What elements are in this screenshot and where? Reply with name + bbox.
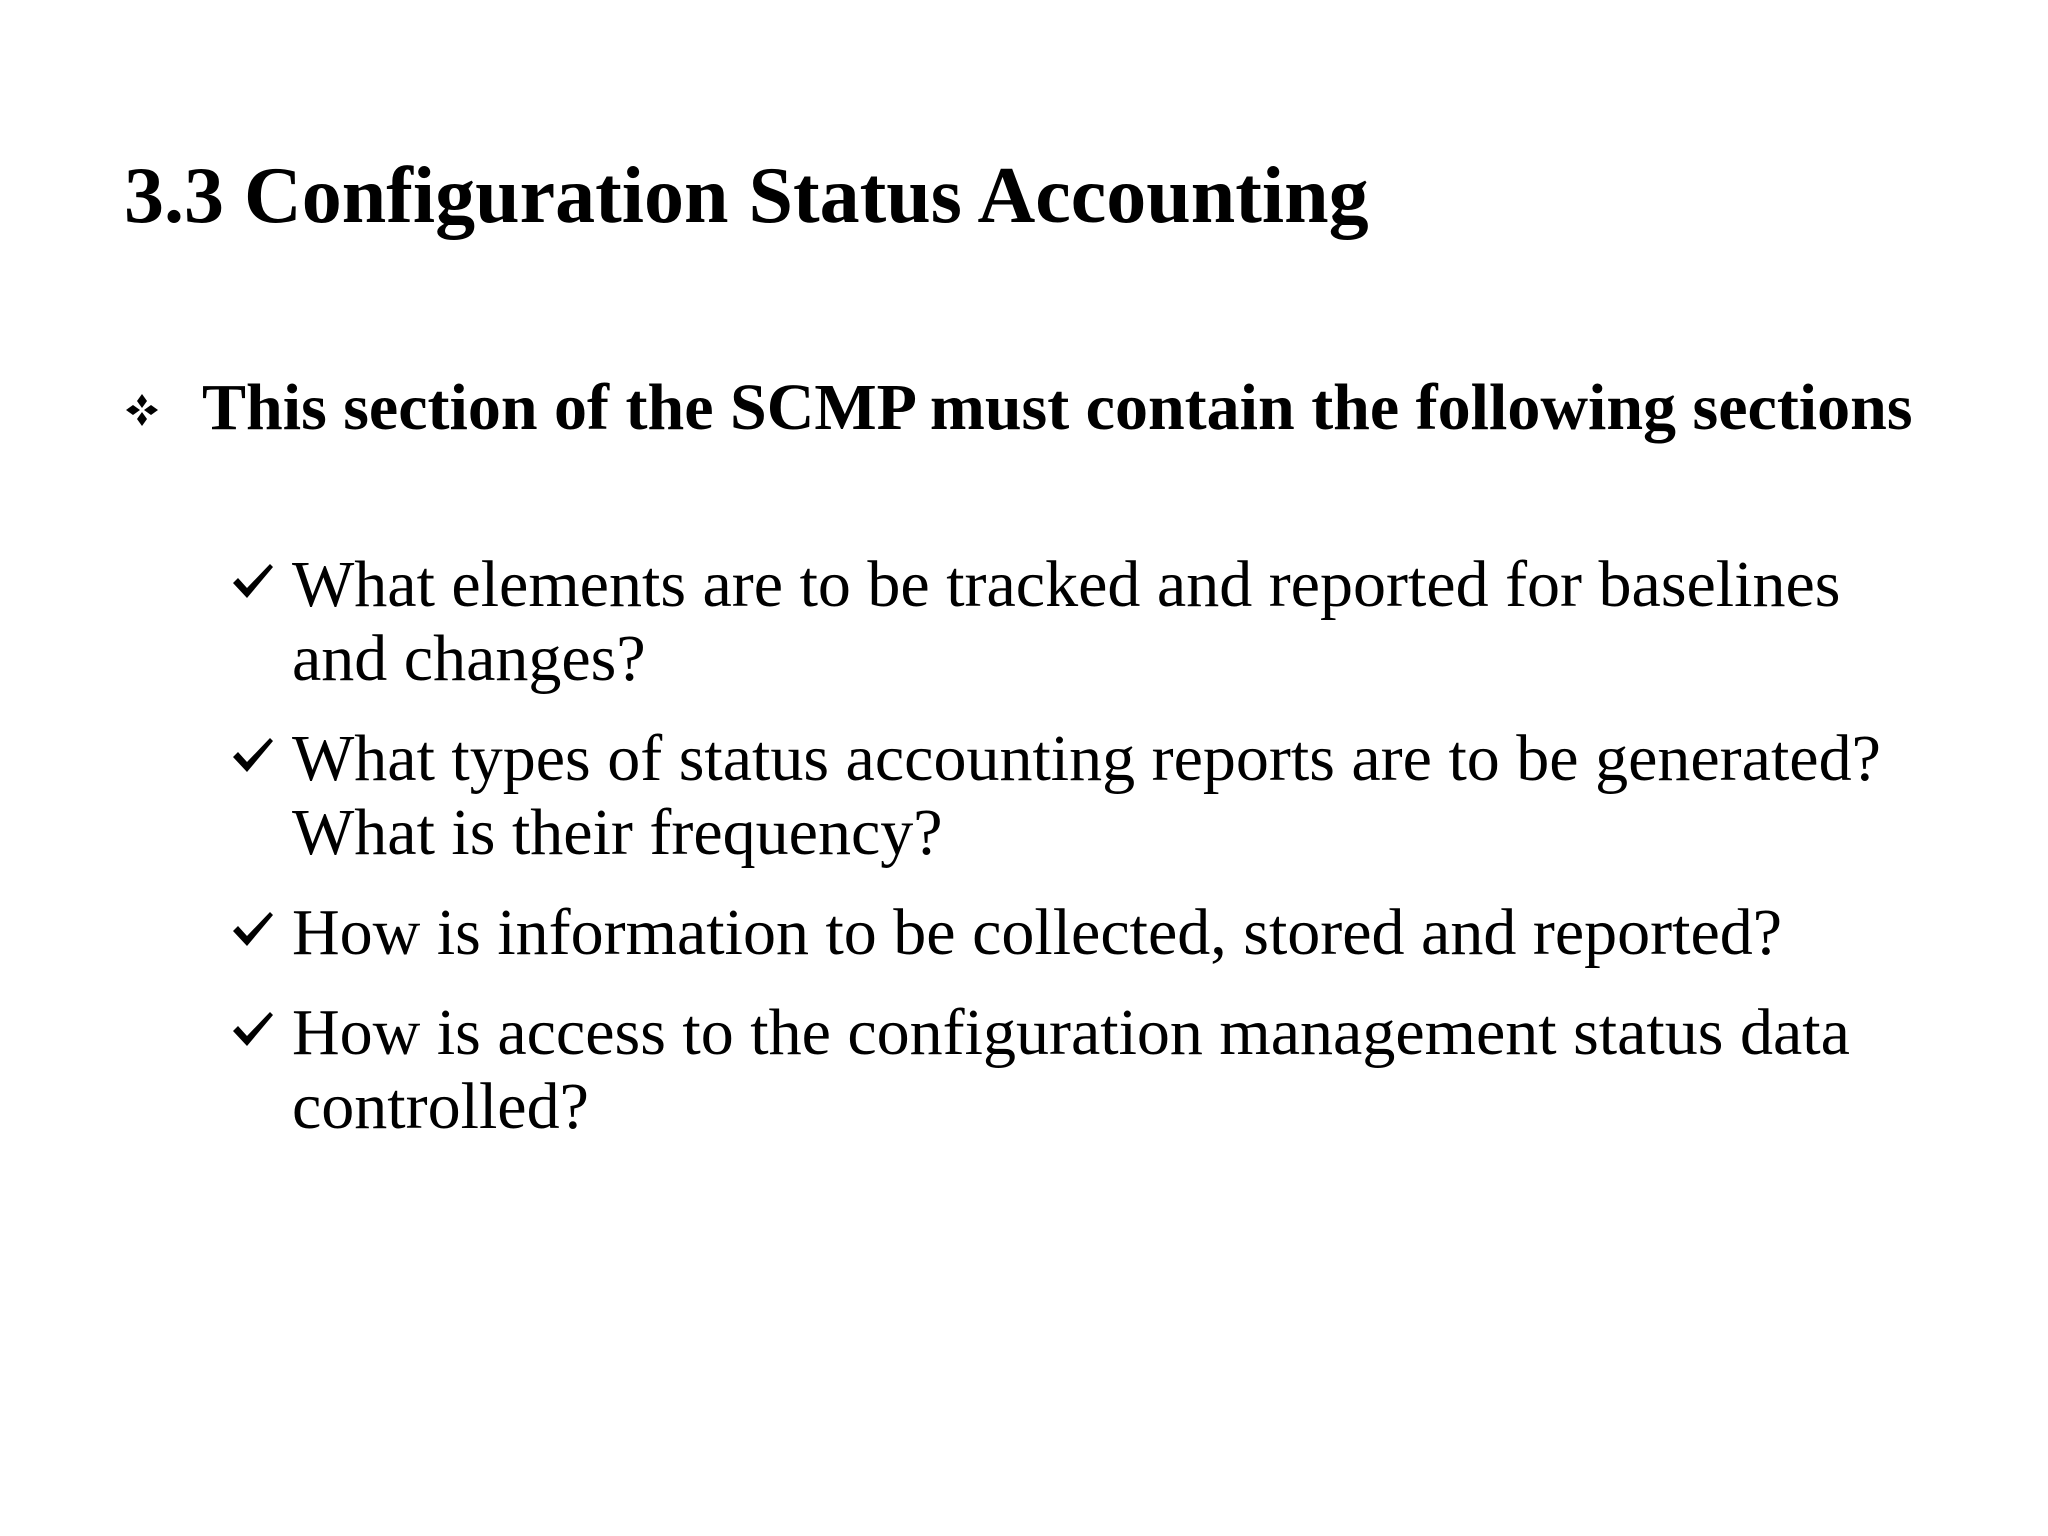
sub-bullet-list <box>230 548 1950 1170</box>
sub-bullet-text: What types of status accounting reports are to be generated? What is their frequency? <box>292 722 1881 869</box>
sub-bullet-item <box>230 548 1950 696</box>
main-bullet-text: This section of the SCMP must contain the following sections <box>202 371 1913 444</box>
sub-bullet-text: What elements are to be tracked and reported for baselines and changes? <box>292 548 1841 695</box>
checkmark-icon <box>230 558 276 604</box>
sub-bullet-text: How is information to be collected, stored and reported? <box>292 896 1783 969</box>
checkmark-icon <box>230 732 276 778</box>
diamond-bullet-icon <box>124 392 160 428</box>
checkmark-icon <box>230 906 276 952</box>
checkmark-icon <box>230 1006 276 1052</box>
slide-title: 3.3 Configuration Status Accounting <box>124 152 1369 240</box>
sub-bullet-text: How is access to the configuration management status data controlled? <box>292 996 1850 1143</box>
sub-bullet-item <box>230 722 1950 870</box>
sub-bullet-item <box>230 896 1950 970</box>
sub-bullet-item <box>230 996 1950 1144</box>
